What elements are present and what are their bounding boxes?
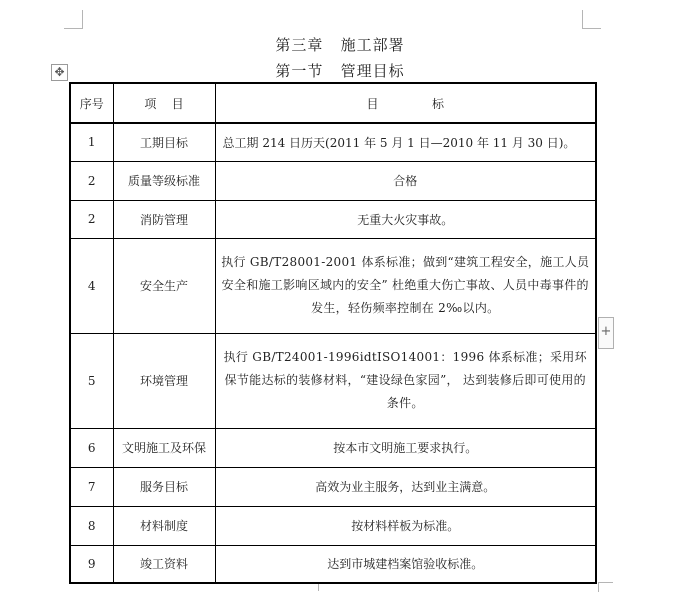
row-target: 总工期 214 日历天(2011 年 5 月 1 日—2010 年 11 月 30 日)。: [215, 123, 596, 161]
row-number: 5: [70, 333, 113, 428]
table-header-row: [70, 83, 596, 123]
row-item: 文明施工及环保: [113, 428, 215, 467]
section-title: 第一节 管理目标: [275, 62, 405, 80]
row-number: 2: [70, 161, 113, 200]
row-target: 执行 GB/T24001-1996idtISO14001：1996 体系标准；采用环保节能达标的装修材料，“建设绿色家园”， 达到装修后即可使用的条件。: [215, 333, 596, 428]
row-number: 1: [70, 123, 113, 161]
crop-mark-top-left: [64, 10, 83, 29]
table-row: [70, 545, 596, 583]
management-goals-table: [69, 82, 597, 584]
row-target: 合格: [215, 161, 596, 200]
row-item: 环境管理: [113, 333, 215, 428]
header-number: 序号: [70, 83, 113, 123]
row-number: 8: [70, 506, 113, 545]
row-item: 工期目标: [113, 123, 215, 161]
chapter-title: 第三章 施工部署: [275, 36, 405, 54]
row-target: 无重大火灾事故。: [215, 200, 596, 238]
row-number: 2: [70, 200, 113, 238]
table-row: [70, 161, 596, 200]
table-row: [70, 506, 596, 545]
header-item: 项 目: [113, 83, 215, 123]
row-target: 执行 GB/T28001-2001 体系标准；做到“建筑工程安全，施工人员安全和施工影响区域内的安全” 杜绝重大伤亡事故、人员中毒事件的发生，轻伤频率控制在 2‰以内。: [215, 238, 596, 333]
row-item: 质量等级标准: [113, 161, 215, 200]
table-row: [70, 200, 596, 238]
crop-mark-top-right: [582, 10, 601, 29]
row-item: 安全生产: [113, 238, 215, 333]
row-number: 7: [70, 467, 113, 506]
row-number: 9: [70, 545, 113, 583]
table-row: [70, 467, 596, 506]
table-row: [70, 123, 596, 161]
row-target: 达到市城建档案馆验收标准。: [215, 545, 596, 583]
row-target: 按材料样板为标准。: [215, 506, 596, 545]
add-row-button[interactable]: +: [598, 317, 614, 349]
row-target: 高效为业主服务，达到业主满意。: [215, 467, 596, 506]
row-number: 6: [70, 428, 113, 467]
row-target: 按本市文明施工要求执行。: [215, 428, 596, 467]
row-item: 竣工资料: [113, 545, 215, 583]
table-row: [70, 333, 596, 428]
table-row: [70, 428, 596, 467]
table-row: [70, 238, 596, 333]
row-number: 4: [70, 238, 113, 333]
row-item: 服务目标: [113, 467, 215, 506]
table-move-handle-icon[interactable]: ✥: [51, 64, 68, 81]
row-item: 材料制度: [113, 506, 215, 545]
header-target: 目 标: [215, 83, 596, 123]
row-item: 消防管理: [113, 200, 215, 238]
